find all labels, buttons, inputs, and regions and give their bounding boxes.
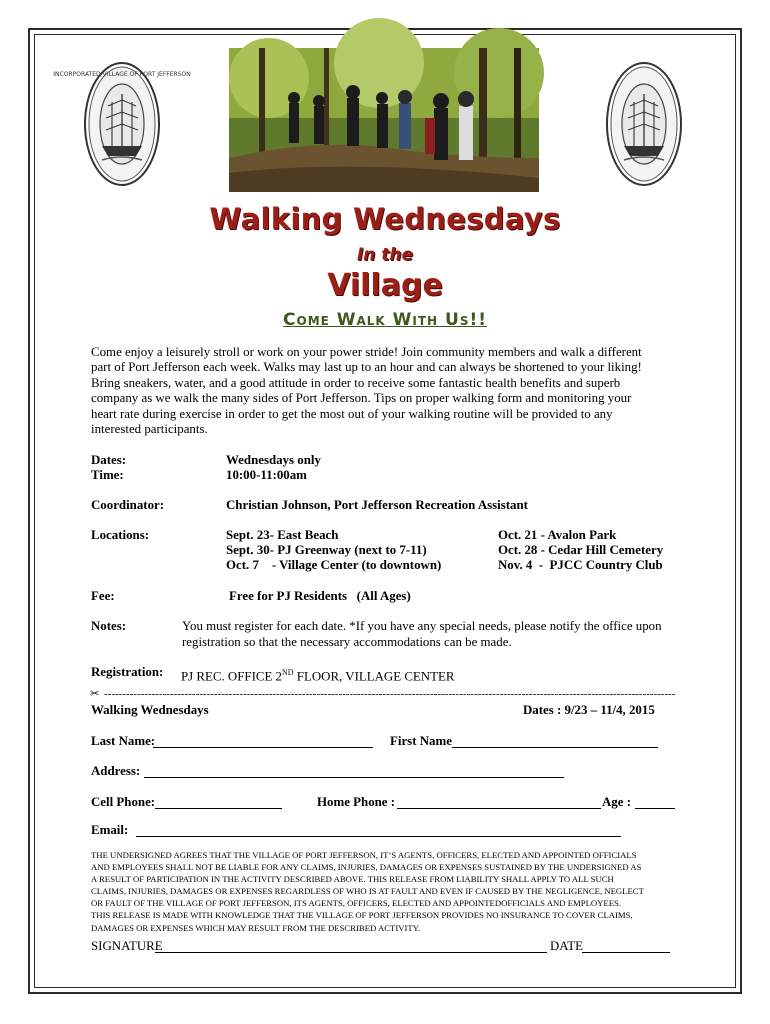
fee-label: Fee: <box>91 589 115 603</box>
email-field[interactable] <box>136 836 621 837</box>
village-seal-left <box>53 62 191 186</box>
first-name-field[interactable] <box>452 747 658 748</box>
last-name-label: Last Name: <box>91 734 156 748</box>
release-line: CLAIMS, INJURIES, DAMAGES OR EXPENSES REGARDLESS OF WHO IS AT FAULT AND EVEN IF CAUSED BY THE NEGLIGENCE, NEGLECT <box>91 886 644 897</box>
location-item: Sept. 23- East Beach <box>226 528 339 542</box>
signature-label: SIGNATURE <box>91 939 163 953</box>
cell-phone-label: Cell Phone: <box>91 795 156 809</box>
release-line: THE UNDERSIGNED AGREES THAT THE VILLAGE OF PORT JEFFERSON, IT’S AGENTS, OFFICERS, ELECTED AND APPOINTED OFFICIALS <box>91 850 637 860</box>
location-item: Oct. 21 - Avalon Park <box>498 528 617 542</box>
release-line: A RESULT OF PARTICIPATION IN THE ACTIVITY DESCRIBED ABOVE. THIS RELEASE FROM LIABILITY SHALL APPLY TO ALL SUCH <box>91 874 614 885</box>
cut-line: ✂ ------------------------------------------------------------------------------------------------------------------------------------------------------------ <box>90 688 676 700</box>
home-phone-label: Home Phone : <box>317 795 396 809</box>
date-field[interactable] <box>582 952 670 953</box>
registration-label: Registration: <box>91 665 164 679</box>
notes-line: registration so that the necessary accommodations can be made. <box>182 635 512 649</box>
form-dates: Dates : 9/23 – 11/4, 2015 <box>523 703 655 717</box>
liability-release <box>91 849 681 934</box>
location-item: Oct. 7 - Village Center (to downtown) <box>226 558 442 572</box>
coordinator-value: Christian Johnson, Port Jefferson Recreation Assistant <box>226 498 528 512</box>
village-seal-right <box>606 62 682 186</box>
address-label: Address: <box>91 764 141 778</box>
intro-line: Bring sneakers, water, and a good attitude in order to receive some fantastic health benefits and superb <box>91 375 621 390</box>
form-title: Walking Wednesdays <box>91 703 209 717</box>
intro-line: interested participants. <box>91 422 208 437</box>
release-line: AND EMPLOYEES SHALL NOT BE LIABLE FOR ANY CLAIMS, INJURIES, DAMAGES OR EXPENSES SUSTAINED BY THE UNDERSIGNED AS <box>91 862 642 873</box>
location-item: Sept. 30- PJ Greenway (next to 7-11) <box>226 543 427 557</box>
signature-field[interactable] <box>155 952 547 953</box>
intro-line: heart rate during exercise in order to get the most out of your walking routine will be provided to any <box>91 406 613 421</box>
date-label: DATE <box>550 939 583 953</box>
notes-line: You must register for each date. *If you have any special needs, please notify the office upon <box>182 619 662 633</box>
event-subtitle-village: Village <box>327 268 443 303</box>
registration-value: PJ REC. OFFICE 2ND FLOOR, VILLAGE CENTER <box>181 668 455 684</box>
locations-label: Locations: <box>91 528 150 542</box>
email-label: Email: <box>91 823 129 837</box>
coordinator-label: Coordinator: <box>91 498 165 512</box>
time-label: Time: <box>91 468 124 482</box>
location-item: Nov. 4 - PJCC Country Club <box>498 558 663 572</box>
dates-label: Dates: <box>91 453 127 467</box>
intro-line: part of Port Jefferson each week. Walks may last up to an hour and can always be shortened to your liking! <box>91 360 642 375</box>
notes-label: Notes: <box>91 619 127 633</box>
event-subtitle-in-the: In the <box>356 245 414 265</box>
age-label: Age : <box>602 795 631 809</box>
release-line: THIS RELEASE IS MADE WITH KNOWLEDGE THAT THE VILLAGE OF PORT JEFFERSON PROVIDES NO INSURANCE TO COVER CLAIMS, <box>91 910 633 921</box>
first-name-label: First Name <box>390 734 452 748</box>
intro-line: Come enjoy a leisurely stroll or work on your power stride! Join community members and walk a different <box>91 345 642 359</box>
cell-phone-field[interactable] <box>155 808 282 809</box>
tagline: Come Walk With Us!! <box>283 310 487 330</box>
svg-text:INCORPORATED VILLAGE OF PORT J: INCORPORATED VILLAGE OF PORT JEFFERSON <box>53 71 191 78</box>
event-title: Walking Wednesdays <box>209 202 561 236</box>
last-name-field[interactable] <box>153 747 373 748</box>
address-field[interactable] <box>144 777 564 778</box>
home-phone-field[interactable] <box>397 808 601 809</box>
location-item: Oct. 28 - Cedar Hill Cemetery <box>498 543 664 557</box>
intro-paragraph <box>91 345 685 437</box>
release-line: OR FAULT OF THE VILLAGE OF PORT JEFFERSON, ITS AGENTS, OFFICERS, ELECTED AND APPOINTEDOFFICIALS AND EMPLOYEES. <box>91 898 622 909</box>
release-line: DAMAGES OR EXPENSES WHICH MAY RESULT FROM THE DESCRIBED ACTIVITY. <box>91 922 421 933</box>
intro-line: company as we walk the many sides of Port Jefferson. Tips on proper walking form and monitoring your <box>91 391 632 406</box>
time-value: 10:00-11:00am <box>226 468 307 482</box>
walkers-photo <box>229 48 539 192</box>
scissors-icon: ✂ <box>90 688 100 700</box>
dates-value: Wednesdays only <box>226 453 321 467</box>
age-field[interactable] <box>635 808 675 809</box>
fee-value: Free for PJ Residents (All Ages) <box>229 589 411 603</box>
